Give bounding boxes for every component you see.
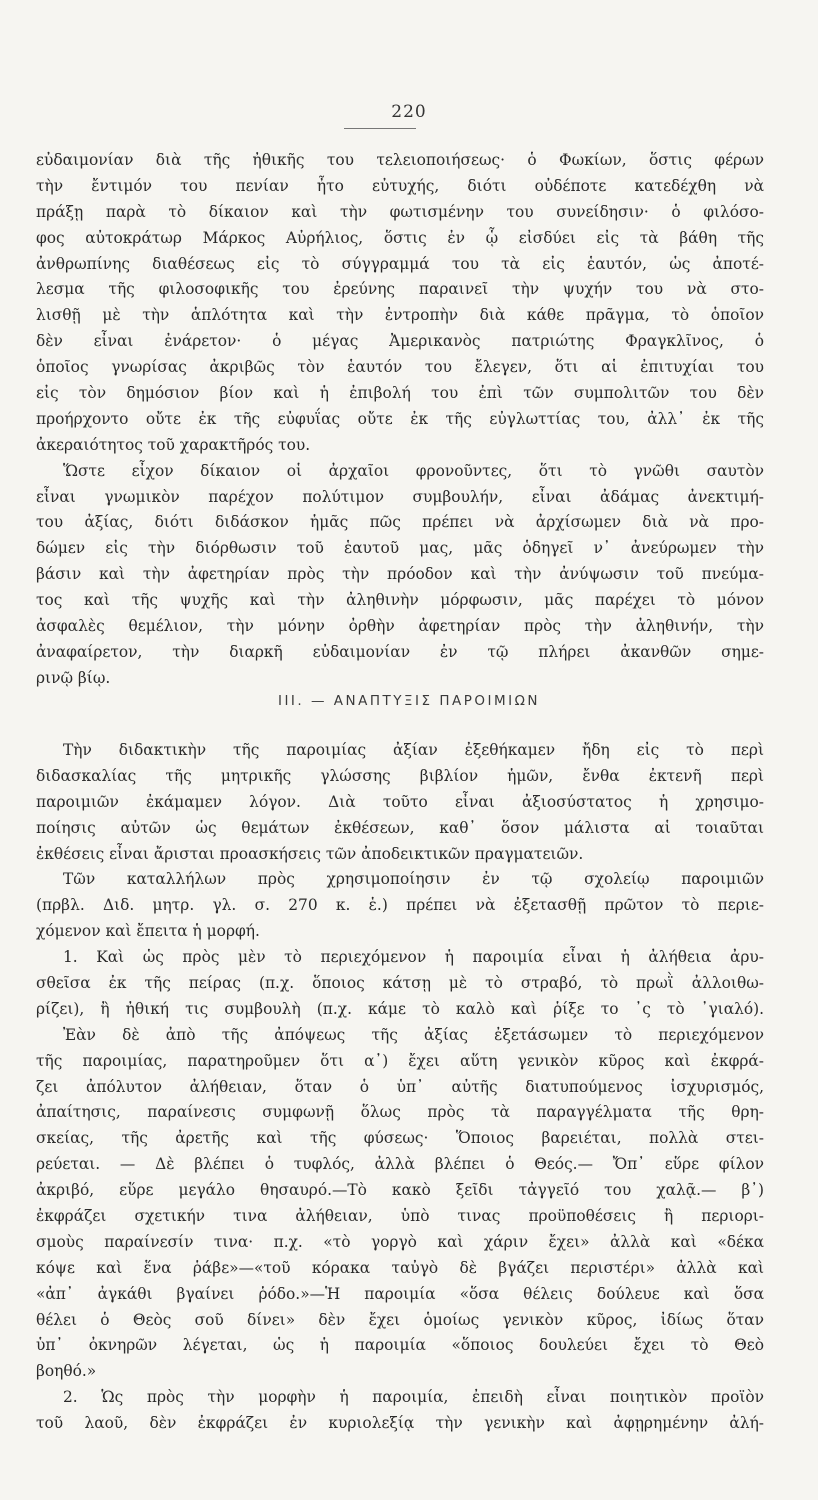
- text-line: ποίησις αὐτῶν ὡς θεμάτων ἐκθέσεων, καθ᾽ ὅσον μάλιστα αἱ τοιαῦται: [36, 818, 764, 837]
- text-line: ρεύεται. — Δὲ βλέπει ὁ τυφλός, ἀλλὰ βλέπει ὁ Θεός.— Ὄπ᾽ εὕρε φίλον: [36, 1155, 764, 1174]
- text-line: προήρχοντο οὔτε ἐκ τῆς εὐφυΐας οὔτε ἐκ τῆς εὐγλωττίας του, ἀλλ᾽ ἐκ τῆς: [36, 409, 764, 428]
- text-line: βοηθό.»: [36, 1362, 97, 1381]
- text-line: ἐκφράζει σχετικήν τινα ἀλήθειαν, ὑπὸ τινας προϋποθέσεις ἢ περιορι-: [36, 1207, 764, 1226]
- text-line: ἀσφαλὲς θεμέλιον, τὴν μόνην ὀρθὴν ἀφετηρίαν πρὸς τὴν ἀληθινήν, τὴν: [36, 617, 764, 636]
- text-line: σμοὺς παραίνεσίν τινα· π.χ. «τὸ γοργὸ καὶ χάριν ἔχει» ἀλλὰ καὶ «δέκα: [36, 1232, 764, 1251]
- text-line: Τὴν διδακτικὴν τῆς παροιμίας ἀξίαν ἐξεθήκαμεν ἤδη εἰς τὸ περὶ: [63, 741, 764, 759]
- text-line: θέλει ὁ Θεὸς σοῦ δίνει» δὲν ἔχει ὁμοίως γενικὸν κῦρος, ἰδίως ὅταν: [36, 1310, 764, 1329]
- text-line: εὐδαιμονίαν διὰ τῆς ἠθικῆς του τελειοποιήσεως· ὁ Φωκίων, ὅστις φέρων: [36, 151, 764, 169]
- text-line: ρίζει), ἢ ἠθική τις συμβουλὴ (π.χ. κάμε τὸ καλὸ καὶ ῥίξε το ᾽ς τὸ ᾽γιαλό).: [36, 999, 764, 1018]
- text-line: σκείας, τῆς ἀρετῆς καὶ τῆς φύσεως· Ὅποιος βαρειέται, πολλὰ στει-: [36, 1129, 764, 1148]
- paragraph-point-1-content: [36, 945, 764, 1023]
- text-line: ἀκριβό, εὕρε μεγάλο θησαυρό.—Τὸ κακὸ ξεῖδι τἀγγεῖό του χαλᾷ.— β᾽): [36, 1181, 764, 1200]
- text-line: «ἀπ᾽ ἀγκάθι βγαίνει ῥόδο.»—Ἡ παροιμία «ὅσα θέλεις δούλευε καὶ ὅσα: [36, 1284, 764, 1303]
- text-line: του ἀξίας, διότι διδάσκον ἡμᾶς πῶς πρέπει νὰ ἀρχίσωμεν διὰ νὰ προ-: [36, 513, 764, 532]
- text-line: τῆς παροιμίας, παρατηροῦμεν ὅτι α᾽) ἔχει αὕτη γενικὸν κῦρος καὶ ἐκφρά-: [36, 1051, 764, 1070]
- text-line: ἀνθρωπίνης διαθέσεως εἰς τὸ σύγγραμμά του τὰ εἰς ἑαυτόν, ὡς ἀποτέ-: [36, 254, 764, 273]
- text-line: ἐκθέσεις εἶναι ἄρισται προασκήσεις τῶν ἀποδεικτικῶν πραγματειῶν.: [36, 844, 584, 863]
- text-line: Ὥστε εἶχον δίκαιον οἱ ἀρχαῖοι φρονοῦντες, ὅτι τὸ γνῶθι σαυτὸν: [63, 461, 764, 480]
- text-line: ὁποῖος γνωρίσας ἀκριβῶς τὸν ἑαυτόν του ἔλεγεν, ὅτι αἱ ἐπιτυχίαι του: [36, 358, 764, 377]
- paragraph-value-of-content: [36, 1023, 764, 1385]
- text-line: εἰς τὸν δημόσιον βίον καὶ ἡ ἐπιβολή του ἐπὶ τῶν συμπολιτῶν του δὲν: [36, 384, 764, 403]
- text-block-lower: [36, 738, 764, 1437]
- paragraph-phokion-aurelius-franklin: [36, 148, 764, 459]
- text-line: 2. Ὡς πρὸς τὴν μορφὴν ἡ παροιμία, ἐπειδὴ εἶναι ποιητικὸν προϊὸν: [63, 1388, 764, 1407]
- text-line: χόμενον καὶ ἔπειτα ἡ μορφή.: [36, 922, 260, 941]
- paragraph-proverb-value: [36, 738, 764, 867]
- text-line: ὑπ᾽ ὀκνηρῶν λέγεται, ὡς ἡ παροιμία «ὅποιος δουλεύει ἔχει τὸ Θεὸ: [36, 1336, 764, 1355]
- text-line: πράξῃ παρὰ τὸ δίκαιον καὶ τὴν φωτισμένην του συνείδησιν· ὁ φιλόσο-: [36, 202, 764, 221]
- text-line: δὲν εἶναι ἐνάρετον· ὁ μέγας Ἀμερικανὸς πατριώτης Φραγκλῖνος, ὁ: [36, 332, 764, 351]
- text-line: ζει ἀπόλυτον ἀλήθειαν, ὅταν ὁ ὑπ᾽ αὐτῆς διατυπούμενος ἰσχυρισμός,: [36, 1077, 764, 1096]
- text-line: δώμεν εἰς τὴν διόρθωσιν τοῦ ἑαυτοῦ μας, μᾶς ὁδηγεῖ ν᾽ ἀνεύρωμεν τὴν: [36, 539, 764, 558]
- text-block-upper: [36, 148, 764, 692]
- text-line: τὴν ἔντιμόν του πενίαν ἦτο εὐτυχής, διότι οὐδέποτε κατεδέχθη νὰ: [36, 176, 764, 195]
- paragraph-content-and-form: [36, 867, 764, 945]
- text-line: λεσμα τῆς φιλοσοφικῆς του ἐρεύνης παραινεῖ τὴν ψυχήν του νὰ στο-: [36, 280, 764, 299]
- text-line: λισθῇ μὲ τὴν ἁπλότητα καὶ τὴν ἐντροπὴν διὰ κάθε πρᾶγμα, τὸ ὁποῖον: [36, 306, 764, 325]
- text-line: κόψε καὶ ἕνα ῥάβε»—«τοῦ κόρακα ταὐγὸ δὲ βγάζει περιστέρι» ἀλλὰ καὶ: [36, 1258, 764, 1277]
- text-line: (πρβλ. Διδ. μητρ. γλ. σ. 270 κ. ἑ.) πρέπει νὰ ἐξετασθῇ πρῶτον τὸ περιε-: [36, 896, 764, 915]
- text-line: βάσιν καὶ τὴν ἀφετηρίαν πρὸς τὴν πρόοδον καὶ τὴν ἀνύψωσιν τοῦ πνεύμα-: [36, 565, 764, 584]
- text-line: σθεῖσα ἐκ τῆς πείρας (π.χ. ὅποιος κάτσῃ μὲ τὸ στραβό, τὸ πρωῒ ἀλλοιθω-: [36, 974, 764, 993]
- text-line: τος καὶ τῆς ψυχῆς καὶ τὴν ἀληθινὴν μόρφωσιν, μᾶς παρέχει τὸ μόνον: [36, 591, 764, 610]
- text-line: Τῶν καταλλήλων πρὸς χρησιμοποίησιν ἐν τῷ σχολείῳ παροιμιῶν: [63, 870, 764, 889]
- section-heading: ΙΙΙ. — ΑΝΑΠΤΥΞΙΣ ΠΑΡΟΙΜΙΩΝ: [277, 693, 541, 709]
- text-line: ἀπαίτησις, παραίνεσις συμφωνῇ ὅλως πρὸς τὰ παραγγέλματα τῆς θρη-: [36, 1103, 764, 1122]
- text-line: τοῦ λαοῦ, δὲν ἐκφράζει ἐν κυριολεξίᾳ τὴν γενικὴν καὶ ἀφῃρημένην ἀλή-: [36, 1414, 764, 1433]
- text-line: διδασκαλίας τῆς μητρικῆς γλώσσης βιβλίον ἡμῶν, ἔνθα ἐκτενῆ περὶ: [36, 766, 764, 785]
- text-line: εἶναι γνωμικὸν παρέχον πολύτιμον συμβουλήν, εἶναι ἀδάμας ἀνεκτιμή-: [36, 487, 764, 506]
- paragraph-know-thyself: [36, 459, 764, 692]
- page-number-rule: [344, 128, 416, 129]
- text-line: ἀναφαίρετον, τὴν διαρκῆ εὐδαιμονίαν ἐν τῷ πλήρει ἀκανθῶν σημε-: [36, 642, 764, 661]
- text-line: ρινῷ βίῳ.: [36, 668, 111, 687]
- text-line: παροιμιῶν ἐκάμαμεν λόγον. Διὰ τοῦτο εἶναι ἀξιοσύστατος ἡ χρησιμο-: [36, 792, 764, 811]
- text-line: Ἐὰν δὲ ἀπὸ τῆς ἀπόψεως τῆς ἀξίας ἐξετάσωμεν τὸ περιεχόμενον: [63, 1025, 764, 1044]
- paragraph-point-2-form: [36, 1385, 764, 1437]
- text-line: ἀκεραιότητος τοῦ χαρακτῆρός του.: [36, 435, 311, 454]
- page-number: 220: [391, 102, 427, 122]
- text-line: 1. Καὶ ὡς πρὸς μὲν τὸ περιεχόμενον ἡ παροιμία εἶναι ἡ ἀλήθεια ἀρυ-: [63, 948, 764, 967]
- text-line: φος αὐτοκράτωρ Μάρκος Αὐρήλιος, ὅστις ἐν ᾧ εἰσδύει εἰς τὰ βάθη τῆς: [36, 228, 764, 247]
